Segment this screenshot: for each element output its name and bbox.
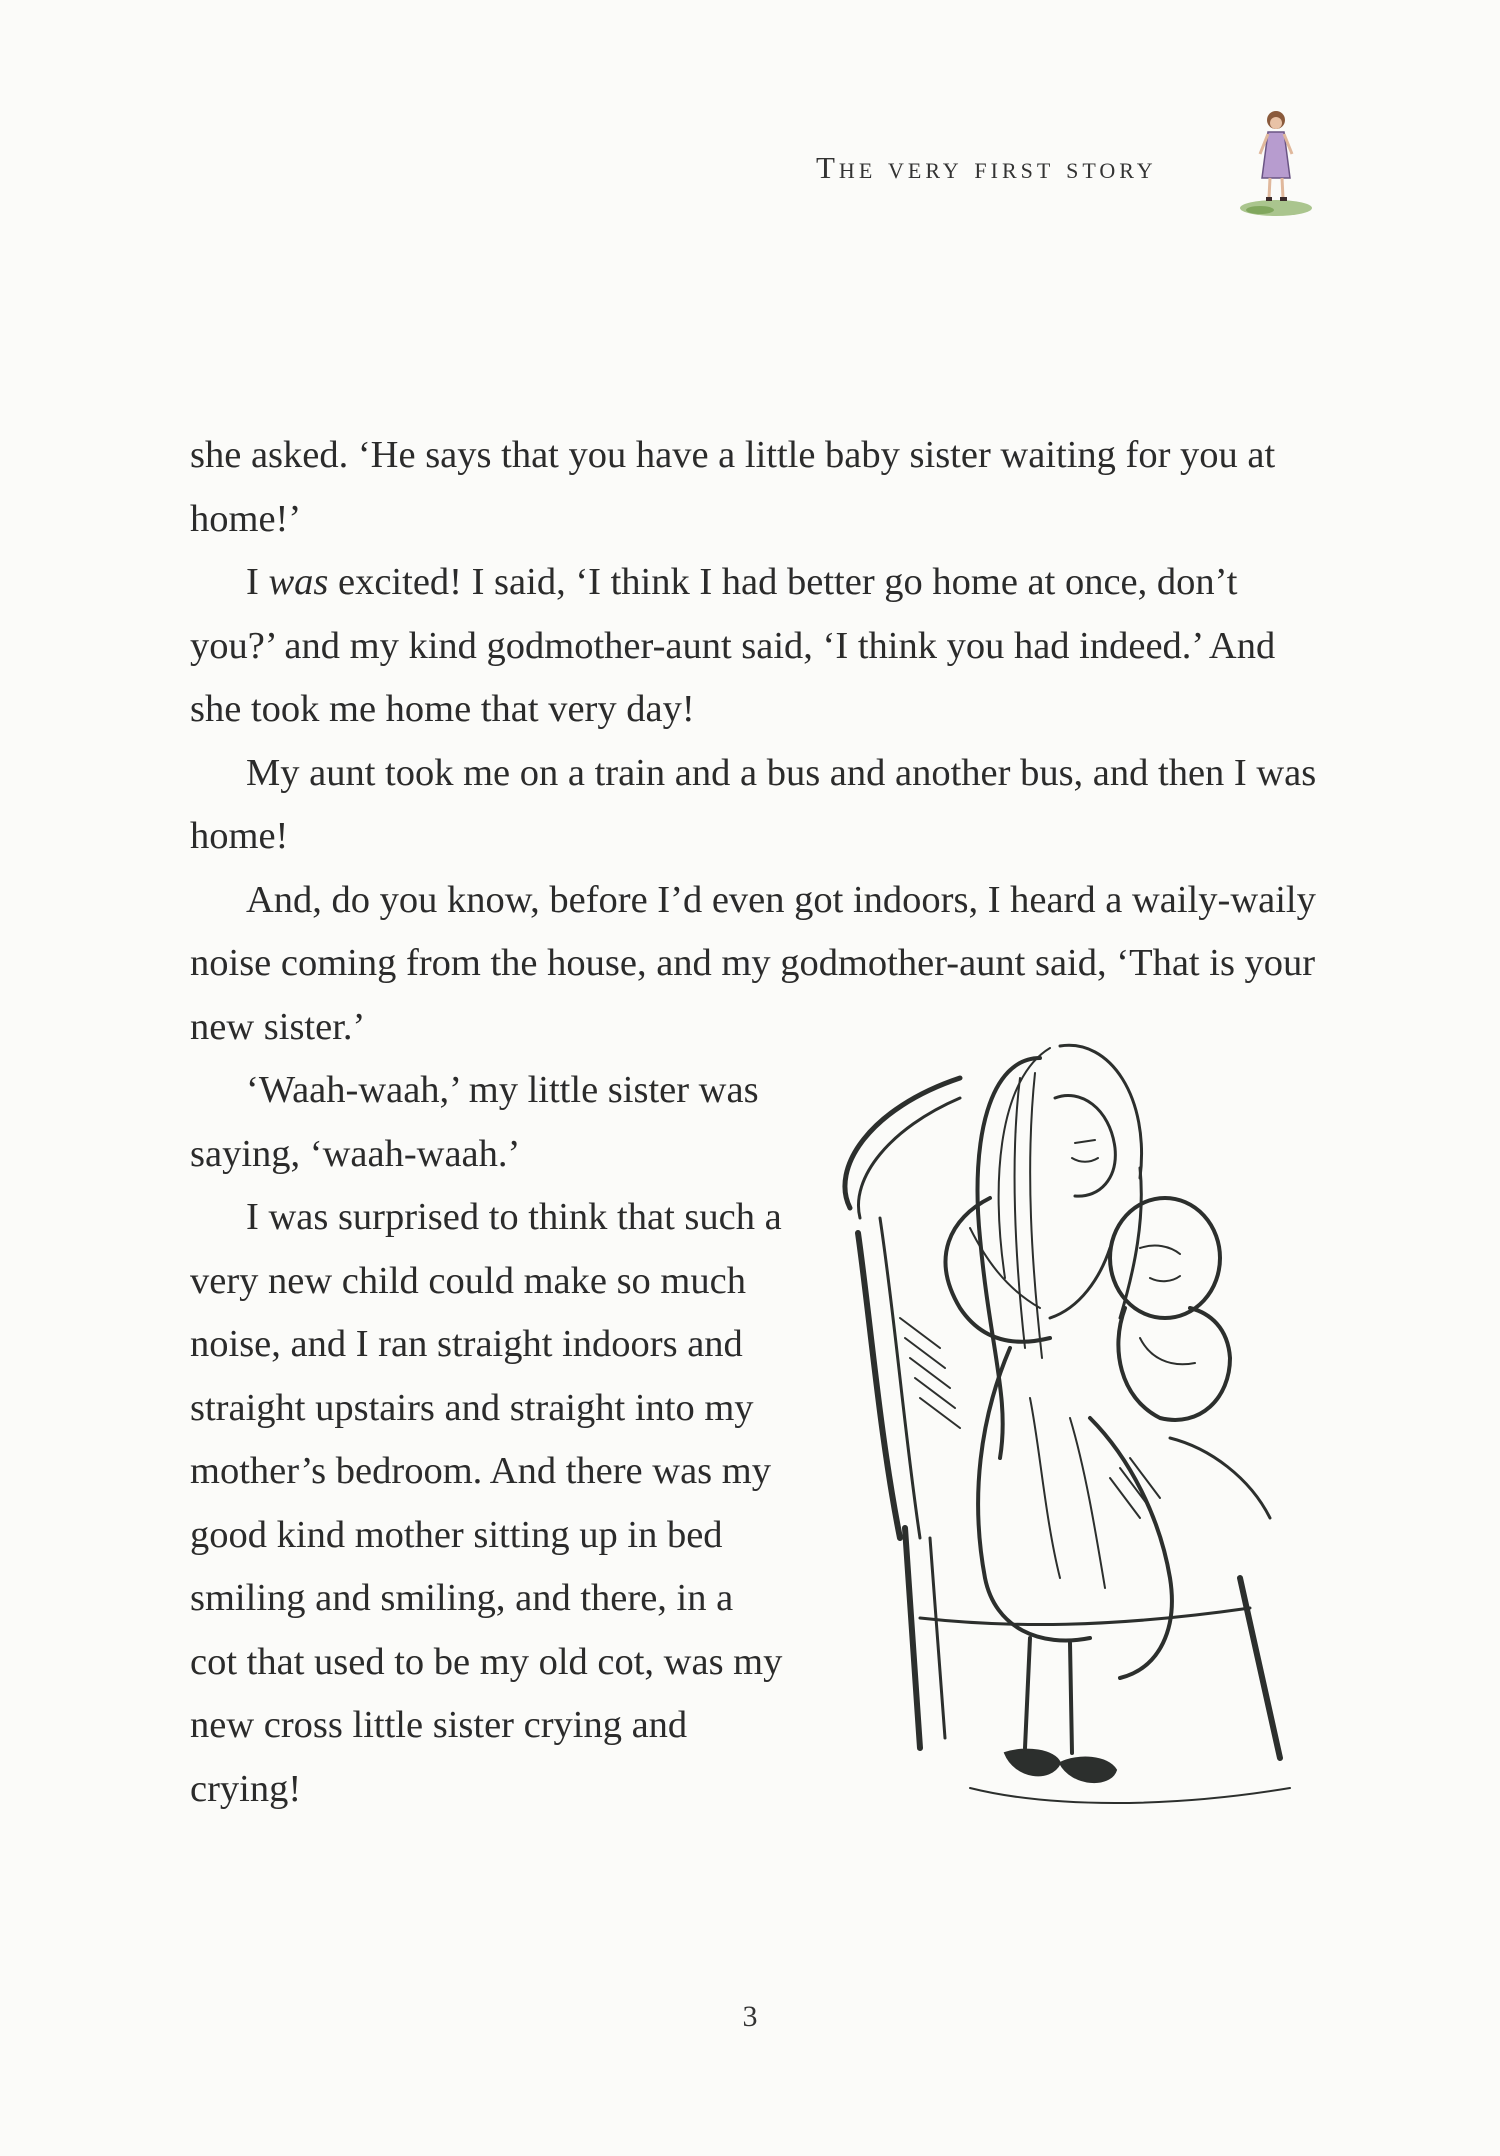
paragraph: ‘Waah-waah,’ my little sister was saying, ‘waah-waah.’ [190, 1069, 759, 1175]
girl-holding-baby-illustration [810, 1018, 1350, 1828]
girl-vignette-icon [1232, 104, 1318, 220]
paragraph: My aunt took me on a train and a bus and another bus, and then I was home! [190, 751, 1317, 857]
paragraph: I was surprised to think that such a very new child could make so much noise, and I ran straight indoors and straight upstairs and straight into my mother’s bedroom. And there was my good kind mother sitting up in bed smiling and smiling, and there, in a cot that used to be my old cot, was my new cross little sister crying and crying! [190, 1196, 783, 1810]
paragraph: she asked. ‘He says that you have a little baby sister waiting for you at home!’ [190, 434, 1276, 540]
page-number: 3 [742, 2000, 758, 2033]
paragraph: I was excited! I said, ‘I think I had better go home at once, don’t you?’ and my kind godmother-aunt said, ‘I think you had indeed.’ And she took me home that very day! [190, 561, 1276, 730]
running-head: The very first story [816, 150, 1157, 185]
paragraph: And, do you know, before I’d even got indoors, I heard a waily-waily noise coming from the house, and my godmother-aunt said, ‘That is your new sister.’ [190, 878, 1316, 1048]
emphasis: was [268, 561, 329, 603]
